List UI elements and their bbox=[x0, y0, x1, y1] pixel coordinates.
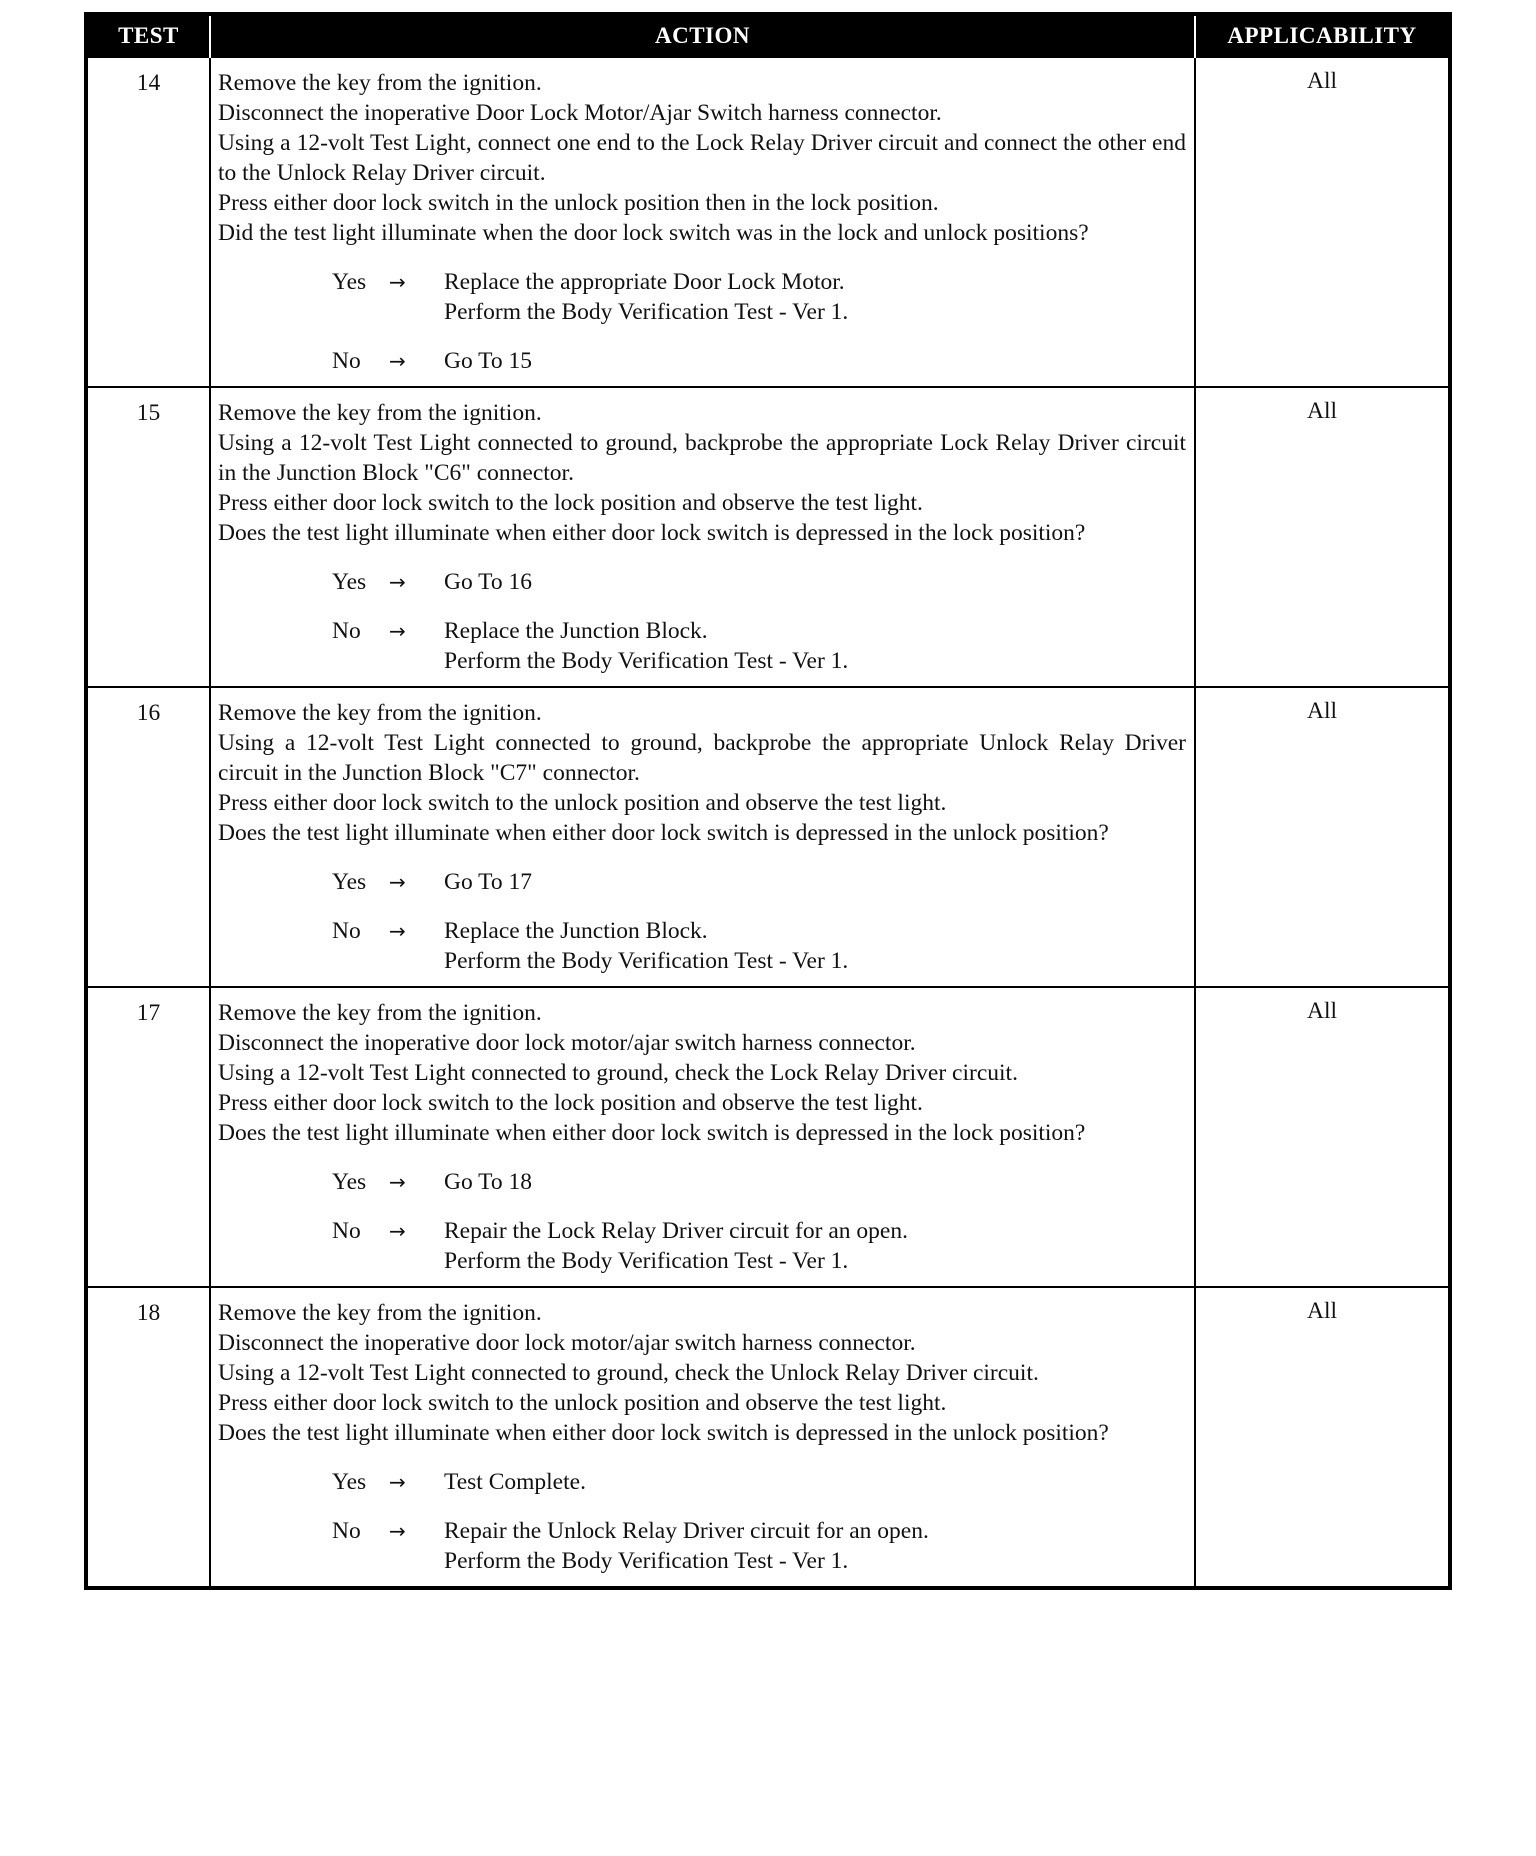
table-body bbox=[86, 57, 1450, 1588]
action-step: Does the test light illuminate when either door lock switch is depressed in the unlock position? bbox=[218, 820, 1109, 846]
no-outcomes bbox=[444, 1216, 1186, 1276]
outcome-line: Perform the Body Verification Test - Ver 1. bbox=[444, 299, 849, 325]
outcome-line: Go To 15 bbox=[444, 348, 533, 374]
outcome-line: Repair the Unlock Relay Driver circuit for an open. bbox=[444, 1518, 929, 1544]
table-row bbox=[86, 1287, 1450, 1588]
test-number: 18 bbox=[86, 1287, 210, 1588]
outcome-line: Go To 16 bbox=[444, 569, 533, 595]
action-step: Disconnect the inoperative Door Lock Motor/Ajar Switch harness connector. bbox=[218, 100, 942, 126]
yes-label: Yes bbox=[332, 1169, 367, 1195]
yes-result bbox=[218, 267, 1186, 327]
action-step: Using a 12-volt Test Light connected to ground, backprobe the appropriate Lock Relay Driver circuit in the Junction Block "C6" connector. bbox=[218, 430, 1186, 486]
header-test: TEST bbox=[86, 14, 210, 57]
action-step: Does the test light illuminate when either door lock switch is depressed in the lock position? bbox=[218, 1120, 1086, 1146]
no-label: No bbox=[332, 618, 361, 644]
outcome-line: Perform the Body Verification Test - Ver 1. bbox=[444, 948, 849, 974]
action-step: Using a 12-volt Test Light connected to ground, check the Unlock Relay Driver circuit. bbox=[218, 1360, 1039, 1386]
yes-label: Yes bbox=[332, 1469, 367, 1495]
test-number: 14 bbox=[86, 57, 210, 387]
applicability-cell: All bbox=[1195, 1287, 1450, 1588]
yes-label: Yes bbox=[332, 569, 367, 595]
applicability-cell: All bbox=[1195, 57, 1450, 387]
action-cell bbox=[210, 987, 1195, 1287]
no-outcomes bbox=[444, 616, 1186, 676]
outcome-line: Perform the Body Verification Test - Ver 1. bbox=[444, 1248, 849, 1274]
table-row bbox=[86, 57, 1450, 387]
header-action: ACTION bbox=[210, 14, 1195, 57]
no-outcomes bbox=[444, 916, 1186, 976]
action-step: Disconnect the inoperative door lock motor/ajar switch harness connector. bbox=[218, 1330, 916, 1356]
yes-outcomes bbox=[444, 1467, 1186, 1497]
no-outcomes bbox=[444, 346, 1186, 376]
right-arrow-icon: → bbox=[389, 1170, 406, 1194]
no-label: No bbox=[332, 918, 361, 944]
action-step: Press either door lock switch to the unlock position and observe the test light. bbox=[218, 790, 947, 816]
action-step: Press either door lock switch to the lock position and observe the test light. bbox=[218, 490, 923, 516]
yes-outcomes bbox=[444, 567, 1186, 597]
outcome-line: Repair the Lock Relay Driver circuit for an open. bbox=[444, 1218, 908, 1244]
outcome-line: Replace the Junction Block. bbox=[444, 918, 708, 944]
yes-outcomes bbox=[444, 867, 1186, 897]
no-label: No bbox=[332, 1518, 361, 1544]
yes-result bbox=[218, 567, 1186, 597]
action-step: Press either door lock switch to the unlock position and observe the test light. bbox=[218, 1390, 947, 1416]
action-step: Remove the key from the ignition. bbox=[218, 700, 542, 726]
table-header bbox=[86, 14, 1450, 57]
action-step: Remove the key from the ignition. bbox=[218, 70, 542, 96]
action-step: Press either door lock switch in the unlock position then in the lock position. bbox=[218, 190, 939, 216]
action-step: Using a 12-volt Test Light connected to ground, backprobe the appropriate Unlock Relay Driver circuit in the Junction Block "C7" connector. bbox=[218, 730, 1186, 786]
table-row bbox=[86, 387, 1450, 687]
action-step: Using a 12-volt Test Light connected to ground, check the Lock Relay Driver circuit. bbox=[218, 1060, 1018, 1086]
table-row bbox=[86, 687, 1450, 987]
yes-result bbox=[218, 1167, 1186, 1197]
yes-result bbox=[218, 867, 1186, 897]
action-step: Disconnect the inoperative door lock motor/ajar switch harness connector. bbox=[218, 1030, 916, 1056]
right-arrow-icon: → bbox=[389, 619, 406, 643]
outcome-line: Replace the Junction Block. bbox=[444, 618, 708, 644]
right-arrow-icon: → bbox=[389, 270, 406, 294]
action-step: Does the test light illuminate when either door lock switch is depressed in the unlock position? bbox=[218, 1420, 1109, 1446]
yes-result bbox=[218, 1467, 1186, 1497]
action-cell bbox=[210, 1287, 1195, 1588]
no-label: No bbox=[332, 1218, 361, 1244]
action-step: Remove the key from the ignition. bbox=[218, 1000, 542, 1026]
yes-outcomes bbox=[444, 1167, 1186, 1197]
action-cell bbox=[210, 57, 1195, 387]
no-result bbox=[218, 1516, 1186, 1576]
action-step: Remove the key from the ignition. bbox=[218, 400, 542, 426]
no-result bbox=[218, 616, 1186, 676]
action-step: Did the test light illuminate when the door lock switch was in the lock and unlock positions? bbox=[218, 220, 1089, 246]
test-number: 17 bbox=[86, 987, 210, 1287]
test-number: 15 bbox=[86, 387, 210, 687]
right-arrow-icon: → bbox=[389, 919, 406, 943]
outcome-line: Go To 17 bbox=[444, 869, 533, 895]
right-arrow-icon: → bbox=[389, 570, 406, 594]
right-arrow-icon: → bbox=[389, 1519, 406, 1543]
action-cell bbox=[210, 687, 1195, 987]
no-result bbox=[218, 916, 1186, 976]
right-arrow-icon: → bbox=[389, 870, 406, 894]
no-outcomes bbox=[444, 1516, 1186, 1576]
right-arrow-icon: → bbox=[389, 1219, 406, 1243]
outcome-line: Perform the Body Verification Test - Ver 1. bbox=[444, 648, 849, 674]
right-arrow-icon: → bbox=[389, 349, 406, 373]
table-row bbox=[86, 987, 1450, 1287]
header-applicability: APPLICABILITY bbox=[1195, 14, 1450, 57]
diagnostic-test-table bbox=[84, 12, 1452, 1590]
applicability-cell: All bbox=[1195, 387, 1450, 687]
right-arrow-icon: → bbox=[389, 1470, 406, 1494]
action-cell bbox=[210, 387, 1195, 687]
applicability-cell: All bbox=[1195, 687, 1450, 987]
outcome-line: Test Complete. bbox=[444, 1469, 586, 1495]
outcome-line: Perform the Body Verification Test - Ver 1. bbox=[444, 1548, 849, 1574]
action-step: Press either door lock switch to the lock position and observe the test light. bbox=[218, 1090, 923, 1116]
yes-label: Yes bbox=[332, 269, 367, 295]
no-result bbox=[218, 1216, 1186, 1276]
yes-label: Yes bbox=[332, 869, 367, 895]
action-step: Using a 12-volt Test Light, connect one end to the Lock Relay Driver circuit and connect the other end to the Unlock Relay Driver circuit. bbox=[218, 130, 1186, 186]
action-step: Does the test light illuminate when either door lock switch is depressed in the lock position? bbox=[218, 520, 1086, 546]
test-number: 16 bbox=[86, 687, 210, 987]
no-label: No bbox=[332, 348, 361, 374]
yes-outcomes bbox=[444, 267, 1186, 327]
applicability-cell: All bbox=[1195, 987, 1450, 1287]
outcome-line: Replace the appropriate Door Lock Motor. bbox=[444, 269, 845, 295]
action-step: Remove the key from the ignition. bbox=[218, 1300, 542, 1326]
no-result bbox=[218, 346, 1186, 376]
outcome-line: Go To 18 bbox=[444, 1169, 533, 1195]
